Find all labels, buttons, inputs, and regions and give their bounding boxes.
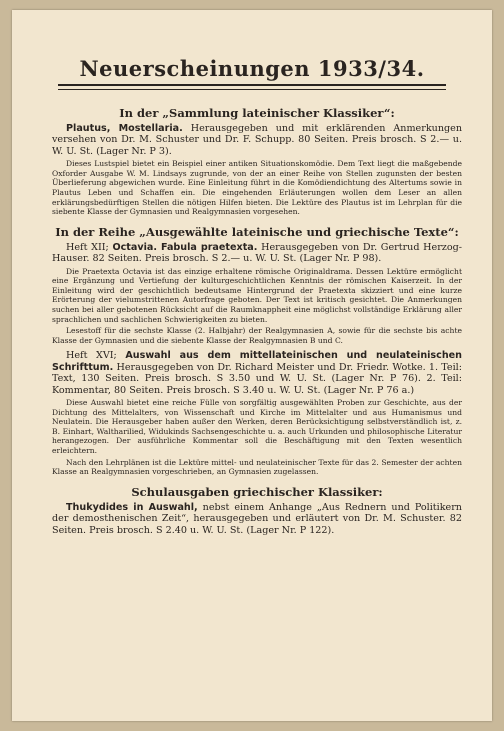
book-note: Die Praetexta Octavia ist das einzige erhaltene römische Originaldrama. Dessen Lektüre ermöglicht eine Ergänzung und Vertiefung der kulturgeschichtlichen Kenntnis der römischen Kaiserzeit. In der Einleitung wird der geschichtlich bedeutsame Hintergrund der Praetexta skizziert und eine kurze Erörterung der vielumstrittenen Autorfrage geboten. Der Text ist kritisch gesichtet. Die Anmerkungen suchen bei aller gebotenen Rücksicht auf die Raumknappheit eine möglichst vollständige Erklärung aller sprachlichen und sachlichen Schwierigkeiten zu bieten.	[52, 266, 462, 324]
book-entry	[52, 350, 462, 396]
section-selected-texts	[52, 225, 462, 477]
book-note: Dieses Lustspiel bietet ein Beispiel einer antiken Situationskomödie. Dem Text liegt die maßgebende Oxforder Ausgabe W. M. Lindsays zugrunde, von der an einer Reihe von Stellen zugunsten der besten Überlieferung abgewichen wurde. Eine Einleitung führt in die Komödiendichtung des Altertums sowie in Plautus Leben und Schaffen ein. Die eingehenden Erläuterungen wollen dem Leser an allen erklärungsbedürftigen Stellen die nötigen Hilfen bieten. Die Lektüre des Plautus ist im Lehrplan für die siebente Klasse der Gymnasien und Realgymnasien vorgesehen.	[52, 159, 462, 217]
book-entry	[52, 242, 462, 265]
section-heading: Schulausgaben griechischer Klassiker:	[131, 484, 383, 499]
section-latin-classics	[52, 106, 462, 217]
book-title: Octavia. Fabula praetexta.	[112, 241, 258, 253]
book-title: Plautus, Mostellaria.	[66, 123, 183, 134]
section-heading: In der Reihe „Ausgewählte lateinische und griechische Texte“:	[55, 224, 459, 239]
page-sheet	[12, 10, 492, 721]
title-rule-thick	[58, 84, 446, 86]
book-title: Thukydides in Auswahl,	[66, 501, 198, 513]
book-note: Diese Auswahl bietet eine reiche Fülle von sorgfältig ausgewählten Proben zur Geschichte, aus der Dichtung des Mittelalters, von Wissenschaft und Kirche im Mittelalter und aus Humanismus und Neulatein. Die Herausgeber haben außer den Werken, deren Berücksichtigung selbstverständlich ist, z. B. Einhart, Waltharilied, Widukinds Sachsengeschichte u. a. auch Urkunden und philosophische Literatur herangezogen. Der ausführliche Kommentar soll die Beschäftigung mit den Texten wesentlich erleichtern.	[52, 397, 462, 455]
book-note: Nach den Lehrplänen ist die Lektüre mittel- und neulateinischer Texte für das 2. Semester der achten Klasse an Realgymnasien vorgeschrieben, an Gymnasien zugelassen.	[52, 457, 462, 477]
book-details: Herausgegeben von Dr. Richard Meister und Dr. Friedr. Wotke. 1. Teil: Text, 130 Seiten. Preis brosch. S 3.50 und W. U. St. (Lager Nr. P 76). 2. Teil: Kommentar, 80 Seiten. Preis brosch. S 3.40 u. W. U. St. (Lager Nr. P 76 a.)	[52, 361, 462, 396]
book-title: Auswahl aus dem mittellateinischen und neulateinischen Schrifttum.	[52, 350, 462, 373]
book-entry	[52, 123, 462, 157]
issue-number: Heft XII;	[66, 241, 109, 253]
book-entry	[52, 502, 462, 536]
book-note: Lesestoff für die sechste Klasse (2. Halbjahr) der Realgymnasien A, sowie für die sechste bis achte Klasse der Gymnasien und die siebente Klasse der Realgymnasien B und C.	[52, 326, 462, 345]
book-details: Herausgegeben und mit erklärenden Anmerkungen versehen von Dr. M. Schuster und Dr. F. Schupp. 80 Seiten. Preis brosch. S 2.— u. W. U. St. (Lager Nr. P 3).	[52, 123, 462, 157]
section-greek-classics	[52, 485, 462, 536]
book-details: Herausgegeben von Dr. Gertrud Herzog-Hauser. 82 Seiten. Preis brosch. S 2.— u. W. U. St. (Lager Nr. P 98).	[52, 241, 462, 265]
section-heading: In der „Sammlung lateinischer Klassiker“:	[119, 106, 395, 120]
content	[52, 106, 462, 536]
title-rule-thin	[58, 89, 446, 90]
book-details: nebst einem Anhange „Aus Rednern und Politikern der demosthenischen Zeit“, herausgegeben und erläutert von Dr. M. Schuster. 82 Seiten. Preis brosch. S 2.40 u. W. U. St. (Lager Nr. P 122).	[52, 501, 462, 536]
page-title: Neuerscheinungen 1933/34.	[79, 56, 425, 81]
issue-number: Heft XVI;	[66, 350, 117, 362]
